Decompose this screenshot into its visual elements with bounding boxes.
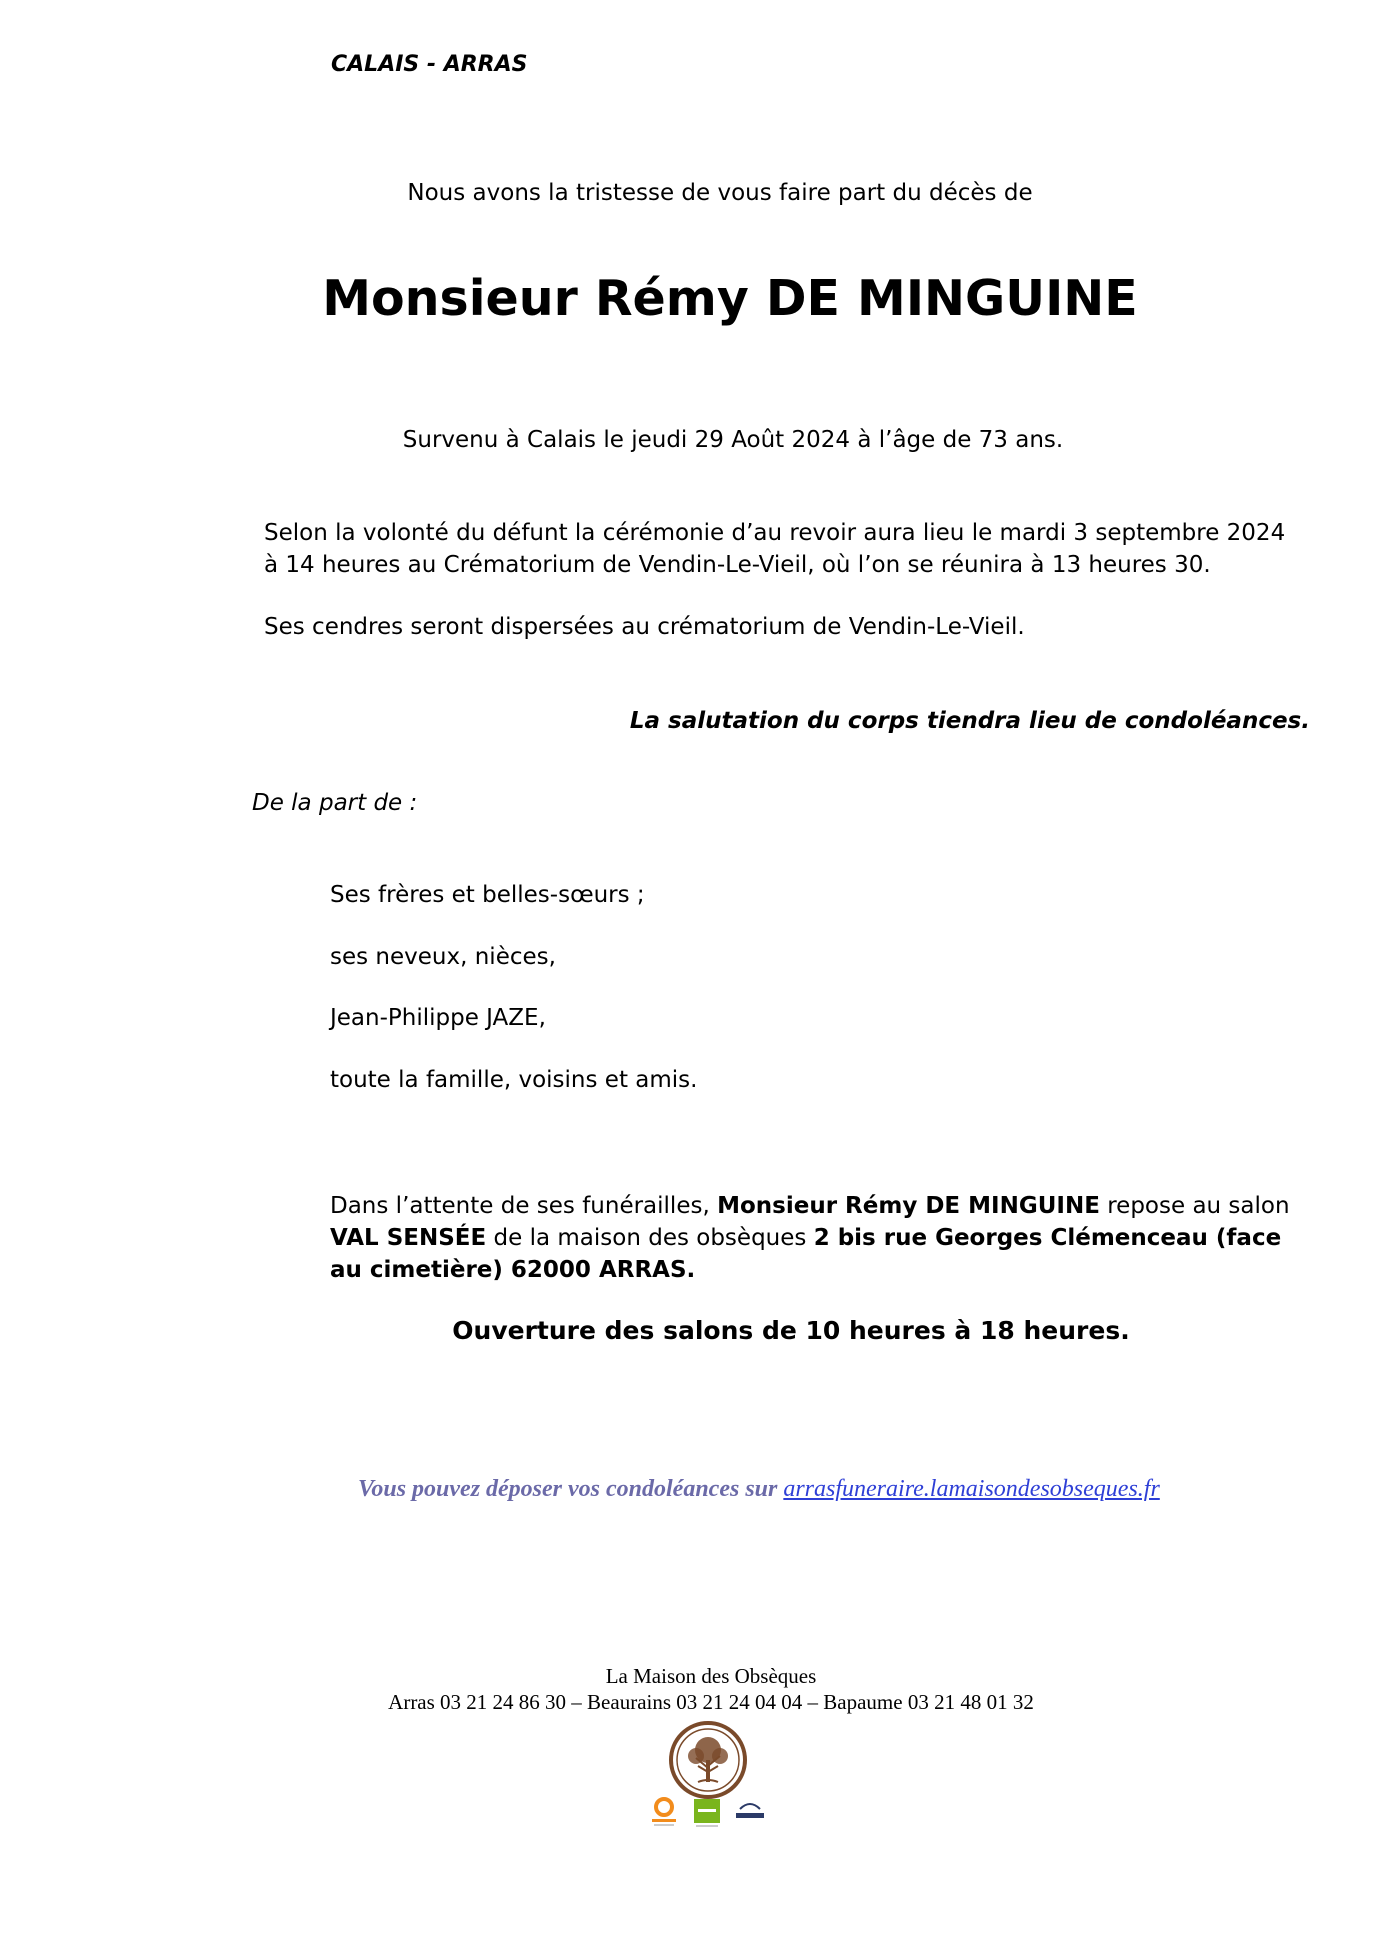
mgen-logo-icon (690, 1795, 726, 1831)
condolences-text: Vous pouvez déposer vos condoléances sur (358, 1476, 784, 1502)
salon-name: VAL SENSÉE (330, 1225, 487, 1251)
family-heading: De la part de : (252, 790, 418, 816)
family-member: ses neveux, nièces, (330, 944, 556, 970)
opening-hours: Ouverture des salons de 10 heures à 18 heures. (452, 1316, 1130, 1345)
footer-company: La Maison des Obsèques (605, 1664, 817, 1688)
ceremony-line-2: à 14 heures au Crématorium de Vendin-Le-Vieil, où l’on se réunira à 13 heures 30. (264, 552, 1211, 578)
salutation-text: La salutation du corps tiendra lieu de condoléances. (629, 708, 1310, 734)
tree-logo-icon (668, 1720, 748, 1800)
address-line-2: au cimetière) 62000 ARRAS. (330, 1257, 696, 1283)
death-details: Survenu à Calais le jeudi 29 Août 2024 à l’âge de 73 ans. (402, 427, 1064, 453)
repose-text: de la maison des obsèques (486, 1225, 814, 1251)
repose-text: repose au salon (1099, 1193, 1290, 1219)
condolences-link[interactable]: arrasfuneraire.lamaisondesobseques.fr (783, 1476, 1160, 1502)
repose-name: Monsieur Rémy DE MINGUINE (717, 1193, 1100, 1219)
family-member: toute la famille, voisins et amis. (330, 1067, 698, 1093)
ceremony-line-1: Selon la volonté du défunt la cérémonie d’au revoir aura lieu le mardi 3 septembre 2024 (264, 520, 1286, 546)
deceased-name: Monsieur Rémy DE MINGUINE (322, 270, 1138, 327)
repose-paragraph (330, 1190, 1290, 1286)
family-member: Ses frères et belles-sœurs ; (330, 882, 645, 908)
repose-text: Dans l’attente de ses funérailles, (330, 1193, 718, 1219)
intro-text: Nous avons la tristesse de vous faire part du décès de (407, 180, 1033, 206)
footer-phones: Arras 03 21 24 86 30 – Beaurains 03 21 24 04 04 – Bapaume 03 21 48 01 32 (388, 1690, 1034, 1714)
family-member: Jean-Philippe JAZE, (330, 1005, 546, 1031)
ashes-text: Ses cendres seront dispersées au crématorium de Vendin-Le-Vieil. (264, 614, 1025, 640)
harmonie-logo-icon (646, 1795, 682, 1831)
header-location: CALAIS - ARRAS (331, 52, 528, 77)
mutac-logo-icon (732, 1795, 768, 1831)
address-line-1: 2 bis rue Georges Clémenceau (face (813, 1225, 1282, 1251)
condolences-line (358, 1476, 1160, 1503)
